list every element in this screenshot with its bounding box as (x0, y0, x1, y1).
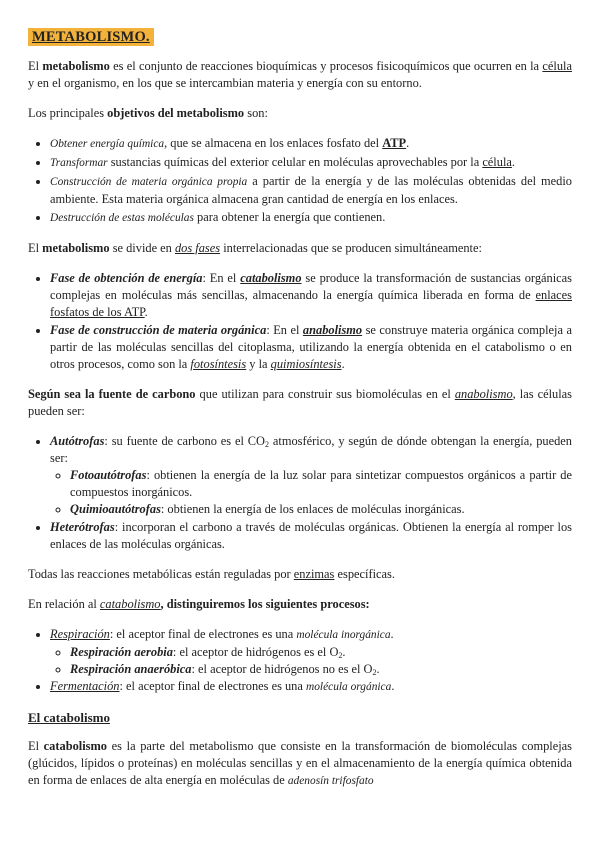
text: es la parte del metabolismo que consiste en la transformación de biomoléculas complejas (glúcidos, lípidos o proteínas) en moléculas sencillas y en el almacenamiento de la energía química obtenida en forma de enlaces de alta energía en moléculas de (28, 739, 572, 787)
text: son: (247, 106, 268, 120)
text: y en el organismo, en los que se intercambian materia y energía con su entorno. (28, 76, 422, 90)
carbon-list (28, 433, 572, 553)
enzymes-paragraph (28, 566, 572, 583)
page-title: METABOLISMO. (28, 28, 154, 46)
link-fermentacion[interactable]: Fermentación (50, 679, 120, 693)
text: , distinguiremos los siguientes procesos: (160, 597, 370, 611)
list-item (70, 467, 572, 501)
subscript: 2 (338, 651, 343, 660)
link-quimiosintesis[interactable]: quimiosíntesis (270, 357, 342, 371)
phases-lead (28, 240, 572, 257)
text: Fase de construcción de materia orgánica (50, 323, 267, 337)
text: molécula inorgánica (296, 629, 391, 641)
text: interrelacionadas que se producen simultáneamente: (223, 241, 482, 255)
text: y la (249, 357, 268, 371)
text: se produce la transformación de sustancias orgánicas complejas en moléculas más sencillas, almacenando la energía química liberada en forma de (50, 271, 572, 302)
objectives-list (28, 135, 572, 227)
subscript: 2 (265, 440, 269, 449)
text: a partir de la energía y de las moléculas obtenidas del medio ambiente. Esta materia orgánica almacena gran cantidad de energía en los enlaces. (50, 174, 572, 206)
catabolism-paragraph (28, 738, 572, 790)
text: . (511, 155, 516, 169)
text: El (28, 739, 40, 753)
term-catabolismo: catabolismo (43, 739, 107, 753)
text: : obtienen la energía de los enlaces de moléculas inorgánicas. (160, 502, 465, 516)
text: se divide en (112, 241, 172, 255)
link-anabolismo[interactable]: anabolismo (302, 323, 363, 337)
link-respiracion[interactable]: Respiración (50, 627, 110, 641)
text: . (391, 679, 395, 693)
text: : incorporan el carbono a través de moléculas orgánicas. Obtienen la energía al romper los enlaces de las moléculas orgánicas. (50, 520, 572, 551)
text: , que se almacena en los enlaces fosfato del (164, 136, 380, 150)
text: molécula orgánica (306, 681, 392, 693)
text: : su fuente de carbono es el CO (104, 434, 265, 448)
text: Quimioautótrofas (70, 502, 161, 516)
text: es el conjunto de reacciones bioquímicas y procesos fisicoquímicos que ocurren en la (113, 59, 540, 73)
list-item (50, 173, 572, 208)
link-catabolismo[interactable]: catabolismo (240, 271, 302, 285)
text: Respiración anaeróbica (70, 662, 192, 676)
text: : En el (266, 323, 300, 337)
text: , las células pueden ser: (28, 387, 572, 418)
link-dos-fases[interactable]: dos fases (174, 241, 221, 255)
term-metabolismo: metabolismo (42, 241, 110, 255)
phases-list (28, 270, 572, 373)
list-item (50, 270, 572, 321)
text: Autótrofas (50, 434, 105, 448)
link-celula[interactable]: célula (542, 59, 572, 73)
objectives-lead (28, 105, 572, 122)
text: Fotoautótrofas (70, 468, 147, 482)
text: . (341, 357, 345, 371)
list-item (70, 661, 572, 678)
link-fotosintesis[interactable]: fotosíntesis (190, 357, 247, 371)
text: El (28, 241, 40, 255)
list-item (70, 644, 572, 661)
list-item (50, 154, 572, 172)
text: : el aceptor de hidrógenos es el O (172, 645, 339, 659)
text: : En el (202, 271, 237, 285)
text: El (28, 59, 40, 73)
link-anabolismo[interactable]: anabolismo (454, 387, 513, 401)
subscript: 2 (372, 668, 377, 677)
text: : el aceptor final de electrones es una (119, 679, 303, 693)
text: . (342, 645, 346, 659)
text: Respiración aerobia (70, 645, 173, 659)
text: Todas las reacciones metabólicas están reguladas por (28, 567, 291, 581)
list-item (50, 135, 572, 153)
link-catabolismo[interactable]: catabolismo (99, 597, 161, 611)
text: Obtener energía química (50, 138, 165, 150)
carbon-lead (28, 386, 572, 420)
list-item (50, 678, 572, 696)
link-celula[interactable]: célula (482, 155, 512, 169)
link-enzimas[interactable]: enzimas (293, 567, 335, 581)
text: Construcción de materia orgánica propia (50, 176, 248, 188)
intro-paragraph (28, 58, 572, 92)
list-item (50, 519, 572, 553)
section-heading: El catabolismo (28, 710, 110, 725)
text: Heterótrofas (50, 520, 115, 534)
text: para obtener la energía que contienen. (197, 210, 386, 224)
text: : el aceptor final de electrones es una (109, 627, 294, 641)
text: adenosín trifosfato (287, 775, 374, 787)
respiracion-sublist (50, 644, 572, 678)
link-atp[interactable]: ATP (382, 136, 407, 150)
list-item (50, 322, 572, 373)
text: : obtienen la energía de la luz solar para sintetizar compuestos orgánicos a partir de compuestos inorgánicos. (70, 468, 572, 499)
text: En relación al (28, 597, 97, 611)
text: . (376, 662, 380, 676)
text: . (144, 305, 148, 319)
catab-processes-lead (28, 596, 572, 613)
text: Fase de obtención de energía (50, 271, 203, 285)
term-objetivos: objetivos del metabolismo (107, 106, 245, 120)
text: que utilizan para construir sus biomoléculas en el (199, 387, 451, 401)
autotrofas-sublist (50, 467, 572, 518)
list-item (70, 501, 572, 518)
text: Destrucción de estas moléculas (50, 212, 194, 224)
text: sustancias químicas del exterior celular en moléculas aprovechables por la (110, 155, 480, 169)
catab-processes-list (28, 626, 572, 696)
document-page (28, 28, 572, 803)
text: específicas. (337, 567, 395, 581)
list-item (50, 209, 572, 227)
text: atmosférico, y según de dónde obtengan la energía, pueden ser: (50, 434, 572, 465)
link-enlaces-atp[interactable]: enlaces fosfatos de los ATP (50, 288, 572, 319)
text: Los principales (28, 106, 105, 120)
term-fuente-carbono: Según sea la fuente de carbono (28, 387, 196, 401)
list-item (50, 626, 572, 678)
text: . (406, 136, 410, 150)
text: Transformar (50, 157, 108, 169)
text: . (390, 627, 394, 641)
list-item (50, 433, 572, 518)
text: : el aceptor de hidrógenos no es el O (191, 662, 373, 676)
term-metabolismo: metabolismo (42, 59, 110, 73)
text: se construye materia orgánica compleja a partir de las moléculas sencillas del citoplasma, utilizando la energía obtenida en el catabolismo o en otros procesos, como son la (50, 323, 572, 371)
